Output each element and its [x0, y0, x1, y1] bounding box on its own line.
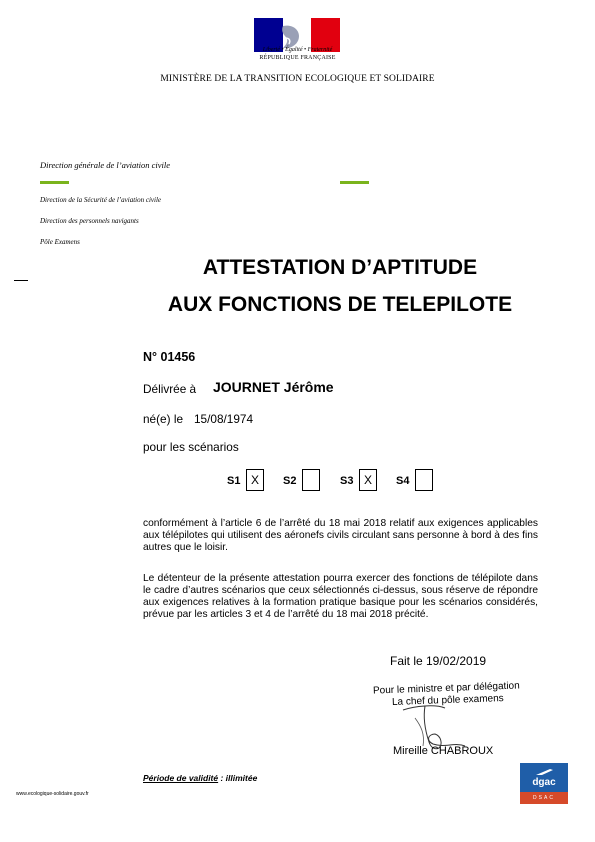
signature-delegation: Pour le ministre et par délégation	[372, 680, 520, 697]
scenario-s3-label: S3	[340, 475, 354, 487]
scenario-s4-label: S4	[396, 475, 410, 487]
validity-label: Période de validité	[143, 773, 219, 783]
personnel-direction-name: Direction des personnels navigants	[40, 217, 139, 225]
republic-name: RÉPUBLIQUE FRANÇAISE	[259, 55, 336, 61]
scenario-s3-checkbox[interactable]: X	[359, 469, 377, 491]
green-divider-left	[40, 181, 69, 184]
pole-name: Pôle Examens	[40, 238, 80, 246]
website-link[interactable]: www.ecologique-solidaire.gouv.fr	[16, 791, 89, 797]
validity-period	[143, 773, 257, 783]
republic-motto: Liberté • Égalité • Fraternité	[262, 47, 333, 53]
scenario-s1-label: S1	[227, 475, 241, 487]
legal-paragraph-2: Le détenteur de la présente attestation pourra exercer des fonctions de télépilote dans le cadre d’autres scénarios que ceux sélectionnés ci-dessus, sous réserve de répondre aux exigences relatives à la formation pratique basique pour les scénarios considérés, prévue par les articles 3 et 4 de l’arrêté du 18 mai 2018 précité.	[143, 573, 538, 620]
margin-mark	[14, 280, 28, 281]
legal-paragraph-1: conformément à l’article 6 de l’arrêté du 18 mai 2018 relatif aux exigences applicables aux télépilotes qui utilisent des aéronefs civils circulant sans personne à bord à des fins autres que le loisir.	[143, 518, 538, 553]
born-label: né(e) le	[143, 412, 183, 426]
dsac-logo-bar: DSAC	[520, 792, 568, 804]
scenario-s4-checkbox[interactable]	[415, 469, 433, 491]
delivered-label: Délivrée à	[143, 382, 197, 396]
dgac-name: Direction générale de l’aviation civile	[40, 160, 170, 170]
validity-value: : illimitée	[218, 773, 258, 783]
scenario-s2-checkbox[interactable]	[302, 469, 320, 491]
holder-name: JOURNET Jérôme	[213, 379, 334, 395]
issue-date: Fait le 19/02/2019	[390, 654, 487, 668]
birth-date: 15/08/1974	[194, 412, 254, 426]
signature-role: La chef du pôle examens	[391, 693, 504, 708]
green-divider-right	[340, 181, 369, 184]
title-line-2: AUX FONCTIONS DE TELEPILOTE	[167, 293, 513, 316]
ministry-name: MINISTÈRE DE LA TRANSITION ECOLOGIQUE ET SOLIDAIRE	[160, 74, 435, 84]
scenarios-label: pour les scénarios	[143, 440, 239, 454]
title-line-1: ATTESTATION D’APTITUDE	[202, 256, 478, 279]
scenario-s2-label: S2	[283, 475, 297, 487]
dgac-logo-text: dgac	[532, 777, 556, 788]
dsac-name: Direction de la Sécurité de l’aviation civile	[40, 196, 162, 204]
signatory-name: Mireille CHABROUX	[393, 745, 494, 757]
certificate-number: N° 01456	[143, 350, 196, 364]
scenario-s1-checkbox[interactable]: X	[246, 469, 264, 491]
